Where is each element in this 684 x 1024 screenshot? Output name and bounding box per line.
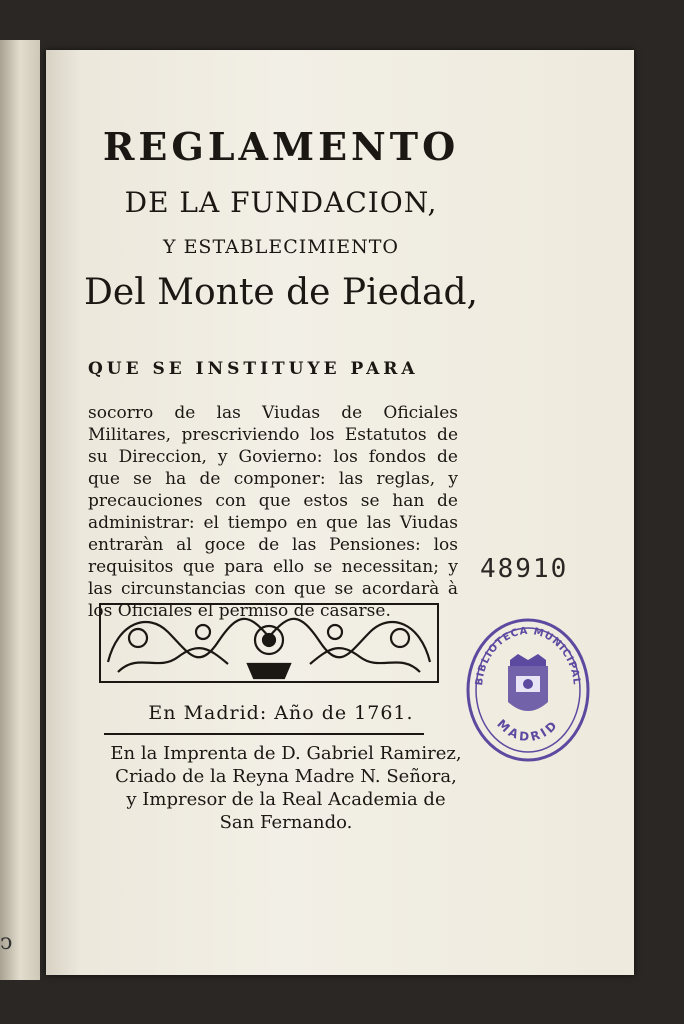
description-lead: QUE SE INSTITUYE PARA [88, 359, 419, 379]
stamp-bottom-text: MADRID [494, 716, 562, 745]
svg-text:MADRID [494, 717, 561, 744]
floral-ornament [98, 602, 440, 684]
title-line-2: DE LA FUNDACION, [124, 186, 438, 219]
title-page [46, 50, 634, 975]
title-line-4: Del Monte de Piedad, [84, 272, 478, 313]
shelfmark-number: 48910 [480, 554, 569, 584]
description-text [88, 336, 458, 622]
facing-page-edge [0, 40, 40, 980]
imprint-line: En Madrid: Año de 1761. [148, 702, 414, 724]
divider-rule [104, 733, 424, 735]
library-stamp [464, 616, 592, 764]
publisher-text: En la Imprenta de D. Gabriel Ramirez, Criado de la Reyna Madre N. Señora, y Impresor de la Real Academia de San Fernando. [110, 743, 462, 833]
title-line-3: Y ESTABLECIMIENTO [162, 236, 400, 258]
coat-of-arms-icon [508, 654, 548, 711]
stamp-top-text: BIBLIOTECA MUNICIPAL [474, 625, 582, 687]
margin-mark: ↄ [0, 930, 13, 955]
description-body: socorro de las Viudas de Oficiales Militares, prescriviendo los Estatutos de su Direccion, y Govierno: los fondos de que se ha de componer: las reglas, y precauciones con que estos se han de administrar: el tiempo en que las Viudas entraràn al goce de las Pensiones: los requisitos que para ello se necessitan; y las circunstancias con que se acordarà à los Oficiales el permiso de casarse. [88, 403, 458, 621]
title-line-1: REGLAMENTO [102, 124, 460, 169]
